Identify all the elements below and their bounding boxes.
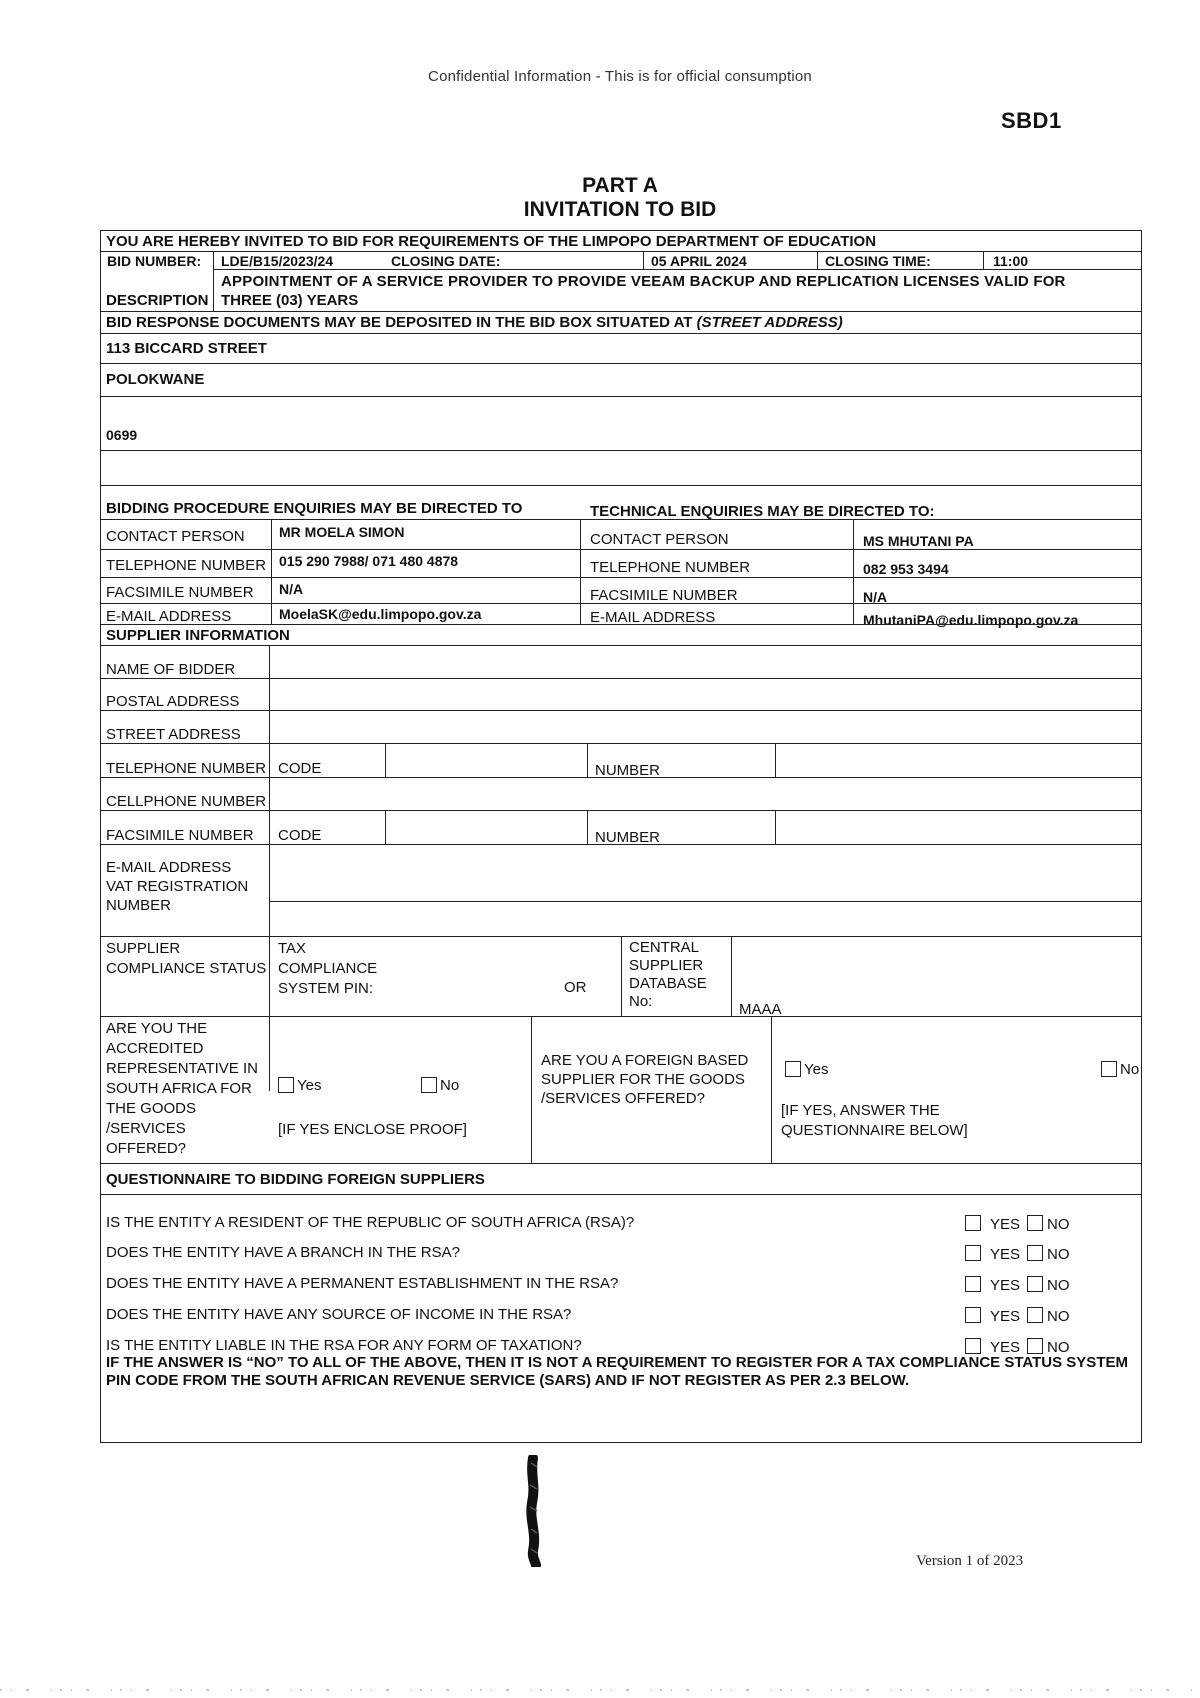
income-yes-label: YES — [990, 1308, 1021, 1325]
foreign-yes-checkbox[interactable] — [785, 1061, 801, 1077]
description-line-1: APPOINTMENT OF A SERVICE PROVIDER TO PROVIDE VEEAM BACKUP AND REPLICATION LICENSES VALID FOR — [221, 273, 1066, 290]
technical-email-value: MhutaniPA@edu.limpopo.gov.za — [863, 612, 1079, 628]
taxation-yes-checkbox[interactable] — [965, 1338, 981, 1354]
procedure-enquiries-heading: BIDDING PROCEDURE ENQUIRIES MAY BE DIRECTED TO — [106, 500, 523, 517]
name-of-bidder-label: NAME OF BIDDER — [106, 661, 236, 678]
procedure-email-value: MoelaSK@edu.limpopo.gov.za — [279, 606, 482, 622]
version-label: Version 1 of 2023 — [916, 1553, 1024, 1569]
answer-questionnaire-note: [IF YES, ANSWER THE QUESTIONNAIRE BELOW] — [781, 1102, 968, 1139]
invite-heading: YOU ARE HEREBY INVITED TO BID FOR REQUIREMENTS OF THE LIMPOPO DEPARTMENT OF EDUCATION — [106, 233, 877, 250]
telephone-number-field-label: NUMBER — [595, 762, 661, 779]
establishment-no-label: NO — [1047, 1277, 1070, 1294]
street-address-label: STREET ADDRESS — [106, 726, 241, 743]
income-no-label: NO — [1047, 1308, 1070, 1325]
technical-telephone-value: 082 953 3494 — [863, 561, 949, 577]
accredited-no-checkbox[interactable] — [421, 1077, 437, 1093]
csd-prefix: MAAA — [739, 1001, 782, 1018]
questionnaire-note: IF THE ANSWER IS “NO” TO ALL OF THE ABOVE, THEN IT IS NOT A REQUIREMENT TO REGISTER FOR A TAX COMPLIANCE STATUS SYSTEM PIN CODE FROM THE SOUTH AFRICAN REVENUE SERVICE (SARS) AND IF NOT REGISTER AS PER 2.3 BELOW. — [106, 1354, 1128, 1389]
technical-telephone-label: TELEPHONE NUMBER — [590, 559, 751, 576]
technical-email-label: E-MAIL ADDRESS — [590, 609, 716, 626]
telephone-number-label: TELEPHONE NUMBER — [106, 760, 267, 777]
foreign-yes-label: Yes — [804, 1061, 829, 1078]
csd-label: CENTRAL SUPPLIER DATABASE No: — [629, 939, 707, 1010]
accredited-question: ARE YOU THE ACCREDITED REPRESENTATIVE IN SOUTH AFRICA FOR THE GOODS /SERVICES OFFERED? — [106, 1020, 258, 1157]
resident-no-checkbox[interactable] — [1027, 1215, 1043, 1231]
procedure-telephone-label: TELEPHONE NUMBER — [106, 557, 267, 574]
cellphone-number-label: CELLPHONE NUMBER — [106, 793, 267, 810]
foreign-no-label: No — [1120, 1061, 1140, 1078]
description-line-2: THREE (03) YEARS — [221, 292, 359, 309]
branch-no-label: NO — [1047, 1246, 1070, 1263]
form-code: SBD1 — [1001, 108, 1062, 133]
facsimile-code-label: CODE — [278, 827, 322, 844]
closing-date-value: 05 APRIL 2024 — [651, 253, 747, 269]
accredited-no-label: No — [440, 1077, 460, 1094]
bid-form — [100, 230, 1142, 1443]
facsimile-number-field-label: NUMBER — [595, 829, 661, 846]
closing-time-label: CLOSING TIME: — [825, 253, 931, 269]
procedure-facsimile-value: N/A — [279, 581, 304, 597]
income-no-checkbox[interactable] — [1027, 1307, 1043, 1323]
question-resident: IS THE ENTITY A RESIDENT OF THE REPUBLIC OF SOUTH AFRICA (RSA)? — [106, 1214, 635, 1231]
foreign-no-checkbox[interactable] — [1101, 1061, 1117, 1077]
technical-facsimile-label: FACSIMILE NUMBER — [590, 587, 738, 604]
deposit-heading-text: BID RESPONSE DOCUMENTS MAY BE DEPOSITED IN THE BID BOX SITUATED AT — [106, 314, 693, 331]
branch-yes-label: YES — [990, 1246, 1021, 1263]
procedure-email-label: E-MAIL ADDRESS — [106, 608, 232, 625]
part-label: PART A — [582, 174, 658, 197]
taxation-no-checkbox[interactable] — [1027, 1338, 1043, 1354]
question-permanent-establishment: DOES THE ENTITY HAVE A PERMANENT ESTABLISHMENT IN THE RSA? — [106, 1275, 619, 1292]
technical-enquiries-heading: TECHNICAL ENQUIRIES MAY BE DIRECTED TO: — [590, 503, 935, 520]
deposit-address-line-2: POLOKWANE — [106, 371, 205, 388]
procedure-contact-person-label: CONTACT PERSON — [106, 528, 245, 545]
question-taxation: IS THE ENTITY LIABLE IN THE RSA FOR ANY FORM OF TAXATION? — [106, 1337, 582, 1354]
telephone-code-label: CODE — [278, 760, 322, 777]
resident-yes-label: YES — [990, 1216, 1021, 1233]
branch-no-checkbox[interactable] — [1027, 1245, 1043, 1261]
page-title — [0, 174, 1200, 222]
taxation-yes-label: YES — [990, 1339, 1021, 1356]
form-title: INVITATION TO BID — [523, 198, 717, 221]
or-label: OR — [564, 979, 587, 996]
branch-yes-checkbox[interactable] — [965, 1245, 981, 1261]
postal-address-label: POSTAL ADDRESS — [106, 693, 240, 710]
tax-pin-label: TAX COMPLIANCE SYSTEM PIN: — [278, 940, 378, 997]
enclose-proof-note: [IF YES ENCLOSE PROOF] — [278, 1121, 467, 1138]
establishment-no-checkbox[interactable] — [1027, 1276, 1043, 1292]
questionnaire-heading: QUESTIONNAIRE TO BIDDING FOREIGN SUPPLIERS — [106, 1171, 485, 1188]
technical-facsimile-value: N/A — [863, 589, 888, 605]
establishment-yes-label: YES — [990, 1277, 1021, 1294]
establishment-yes-checkbox[interactable] — [965, 1276, 981, 1292]
facsimile-number-label: FACSIMILE NUMBER — [106, 827, 254, 844]
bid-number-label: BID NUMBER: — [107, 253, 202, 269]
procedure-facsimile-label: FACSIMILE NUMBER — [106, 584, 254, 601]
income-yes-checkbox[interactable] — [965, 1307, 981, 1323]
email-address-label: E-MAIL ADDRESS — [106, 859, 232, 876]
confidential-notice: Confidential Information - This is for official consumption — [428, 68, 812, 85]
handwritten-mark — [524, 1455, 544, 1567]
supplier-info-heading: SUPPLIER INFORMATION — [106, 627, 290, 644]
foreign-supplier-question: ARE YOU A FOREIGN BASED SUPPLIER FOR THE GOODS /SERVICES OFFERED? — [541, 1052, 749, 1107]
deposit-address-line-3: 0699 — [106, 427, 138, 443]
accredited-yes-checkbox[interactable] — [278, 1077, 294, 1093]
deposit-heading — [106, 314, 843, 331]
description-label: DESCRIPTION — [106, 292, 209, 309]
procedure-contact-person-value: MR MOELA SIMON — [279, 524, 405, 540]
taxation-no-label: NO — [1047, 1339, 1070, 1356]
vat-registration-label: VAT REGISTRATION NUMBER — [106, 878, 249, 914]
compliance-status-label: SUPPLIER COMPLIANCE STATUS — [106, 940, 267, 977]
technical-contact-person-value: MS MHUTANI PA — [863, 533, 974, 549]
procedure-telephone-value: 015 290 7988/ 071 480 4878 — [279, 553, 459, 569]
resident-no-label: NO — [1047, 1216, 1070, 1233]
technical-contact-person-label: CONTACT PERSON — [590, 531, 729, 548]
resident-yes-checkbox[interactable] — [965, 1215, 981, 1231]
question-source-of-income: DOES THE ENTITY HAVE ANY SOURCE OF INCOME IN THE RSA? — [106, 1306, 572, 1323]
scan-noise — [0, 1688, 1200, 1692]
deposit-address-line-1: 113 BICCARD STREET — [106, 340, 267, 357]
deposit-heading-suffix: (STREET ADDRESS) — [696, 314, 843, 331]
bid-number-value: LDE/B15/2023/24 — [221, 253, 334, 269]
question-branch: DOES THE ENTITY HAVE A BRANCH IN THE RSA? — [106, 1244, 460, 1261]
accredited-yes-label: Yes — [297, 1077, 322, 1094]
closing-date-label: CLOSING DATE: — [391, 253, 501, 269]
closing-time-value: 11:00 — [993, 253, 1029, 269]
